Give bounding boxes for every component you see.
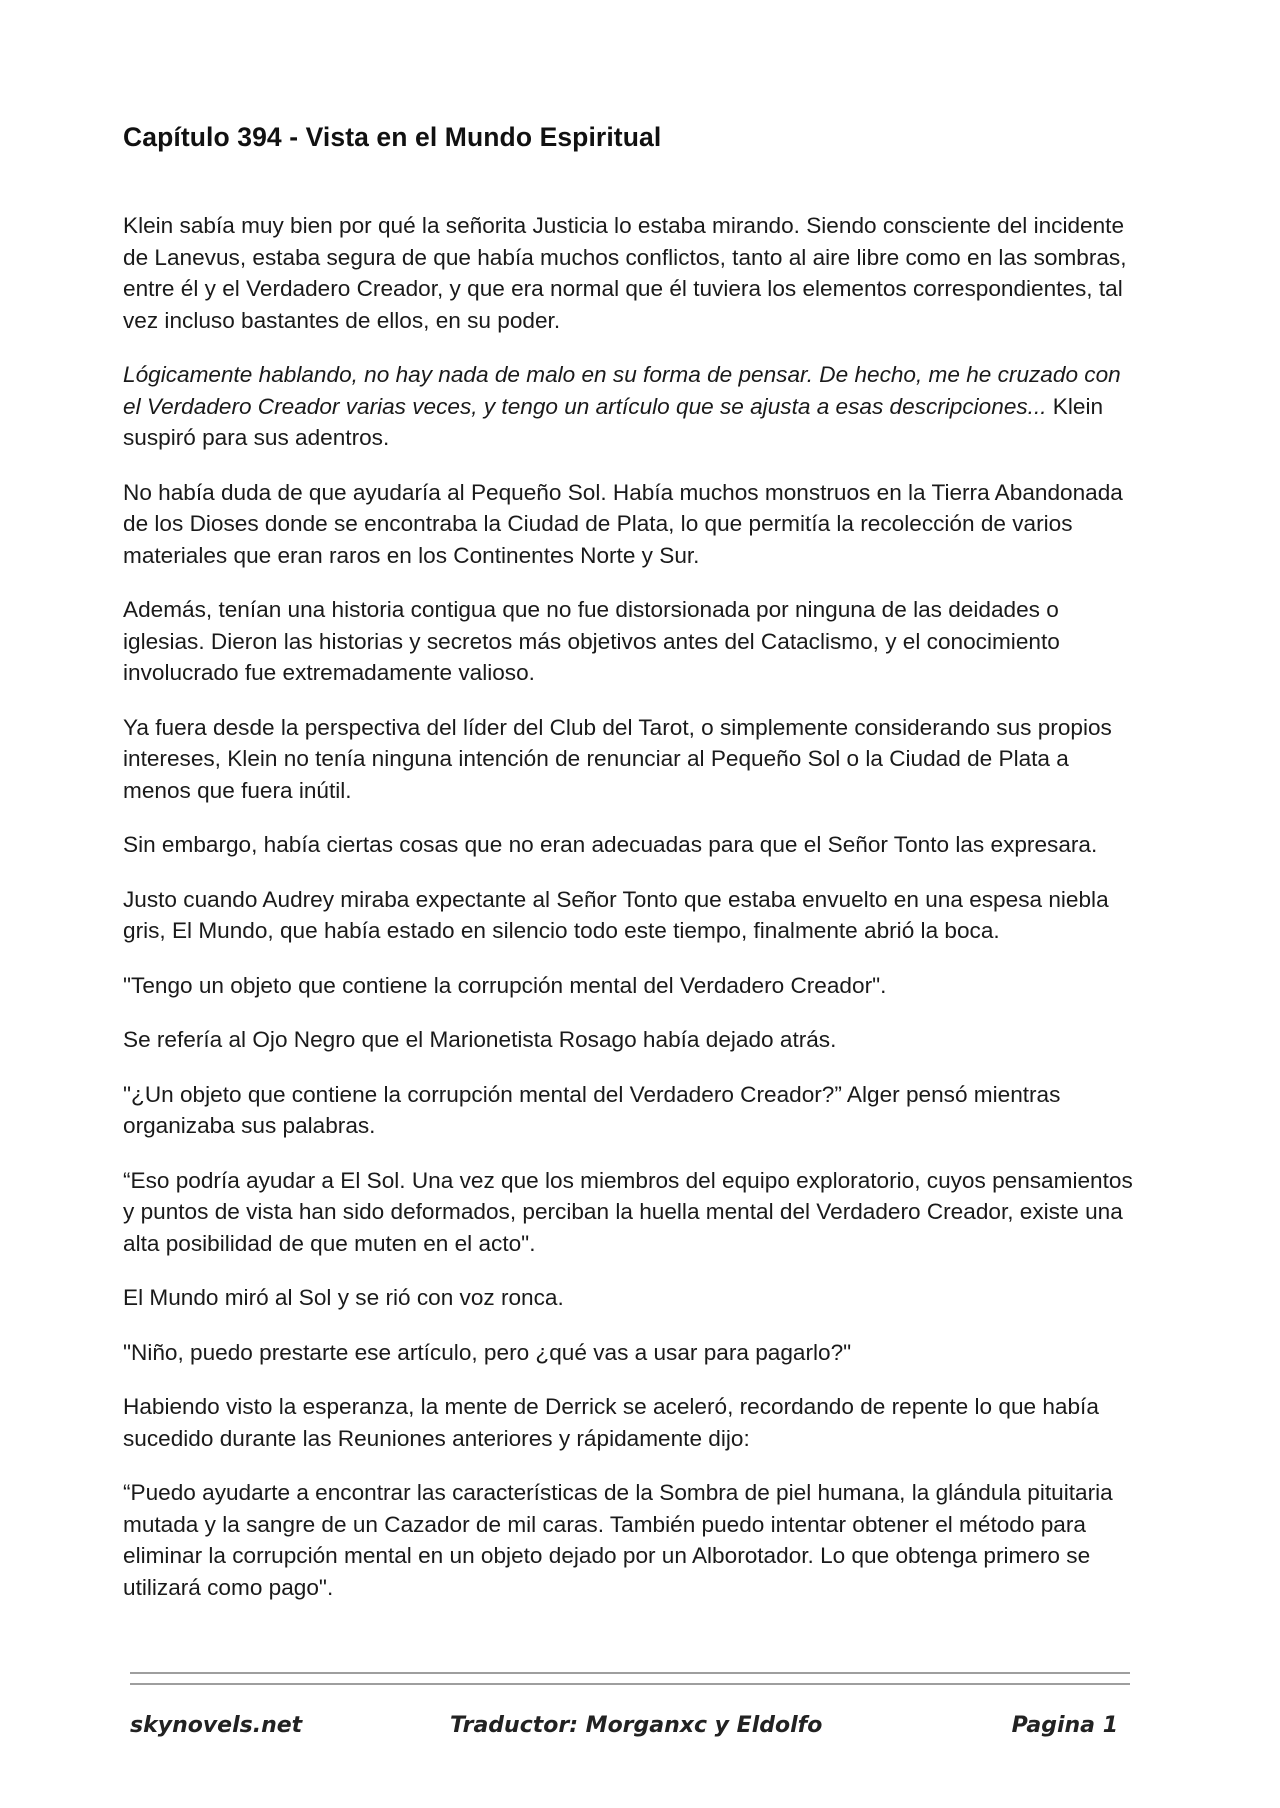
chapter-title: Capítulo 394 - Vista en el Mundo Espiritual xyxy=(123,122,662,152)
paragraph: Se refería al Ojo Negro que el Marionetista Rosago había dejado atrás. xyxy=(123,1027,837,1052)
paragraph: Habiendo visto la esperanza, la mente de Derrick se aceleró, recordando de repente lo que había sucedido durante las Reuniones anteriores y rápidamente dijo: xyxy=(123,1394,1099,1451)
paragraph: Klein sabía muy bien por qué la señorita Justicia lo estaba mirando. Siendo consciente del incidente de Lanevus, estaba segura de que había muchos conflictos, tanto al aire libre como en las sombras, entre él y el Verdadero Creador, y que era normal que él tuviera los elementos correspondientes, tal vez incluso bastantes de ellos, en su poder. xyxy=(123,213,1127,333)
paragraph-normal-part: Klein suspiró para sus adentros. xyxy=(123,393,1104,450)
paragraph-italic-part: Lógicamente hablando, no hay nada de malo en su forma de pensar. De hecho, me he cruzado con el Verdadero Creador varias veces, y tengo un artículo que se ajusta a esas descripciones... xyxy=(123,362,1121,419)
paragraph: Sin embargo, había ciertas cosas que no eran adecuadas para que el Señor Tonto las expresara. xyxy=(123,832,1098,857)
paragraph: "Niño, puedo prestarte ese artículo, pero ¿qué vas a usar para pagarlo?" xyxy=(123,1339,852,1365)
paragraph-thought xyxy=(123,359,1133,454)
footer-translator: Traductor: Morganxc y Eldolfo xyxy=(450,1713,823,1738)
footer-site: skynovels.net xyxy=(130,1713,303,1738)
paragraph: “Eso podría ayudar a El Sol. Una vez que los miembros del equipo exploratorio, cuyos pensamientos y puntos de vista han sido deformados, perciban la huella mental del Verdadero Creador, existe una alta posibilidad de que muten en el acto". xyxy=(123,1167,1133,1256)
chapter-body xyxy=(123,210,1133,1626)
paragraph: "Tengo un objeto que contiene la corrupción mental del Verdadero Creador". xyxy=(123,972,887,998)
paragraph: El Mundo miró al Sol y se rió con voz ronca. xyxy=(123,1285,564,1310)
paragraph: "¿Un objeto que contiene la corrupción mental del Verdadero Creador?” Alger pensó mientras organizaba sus palabras. xyxy=(123,1081,1061,1138)
paragraph: No había duda de que ayudaría al Pequeño Sol. Había muchos monstruos en la Tierra Abandonada de los Dioses donde se encontraba la Ciudad de Plata, lo que permitía la recolección de varios materiales que eran raros en los Continentes Norte y Sur. xyxy=(123,479,1123,568)
paragraph: “Puedo ayudarte a encontrar las características de la Sombra de piel humana, la glándula pituitaria mutada y la sangre de un Cazador de mil caras. También puedo intentar obtener el método para eliminar la corrupción mental en un objeto dejado por un Alborotador. Lo que obtenga primero se utilizará como pago". xyxy=(123,1480,1113,1600)
paragraph: Ya fuera desde la perspectiva del líder del Club del Tarot, o simplemente considerando sus propios intereses, Klein no tenía ninguna intención de renunciar al Pequeño Sol o la Ciudad de Plata a menos que fuera inútil. xyxy=(123,714,1112,803)
paragraph: Justo cuando Audrey miraba expectante al Señor Tonto que estaba envuelto en una espesa niebla gris, El Mundo, que había estado en silencio todo este tiempo, finalmente abrió la boca. xyxy=(123,886,1109,943)
paragraph: Además, tenían una historia contigua que no fue distorsionada por ninguna de las deidades o iglesias. Dieron las historias y secretos más objetivos antes del Cataclismo, y el conocimiento involucrado fue extremadamente valioso. xyxy=(123,597,1060,685)
footer-rule-bottom xyxy=(130,1683,1130,1685)
footer-rule-top xyxy=(130,1672,1130,1674)
page-footer xyxy=(130,1713,1118,1747)
footer-divider xyxy=(130,1672,1130,1694)
footer-page-number: Pagina 1 xyxy=(1011,1713,1118,1738)
